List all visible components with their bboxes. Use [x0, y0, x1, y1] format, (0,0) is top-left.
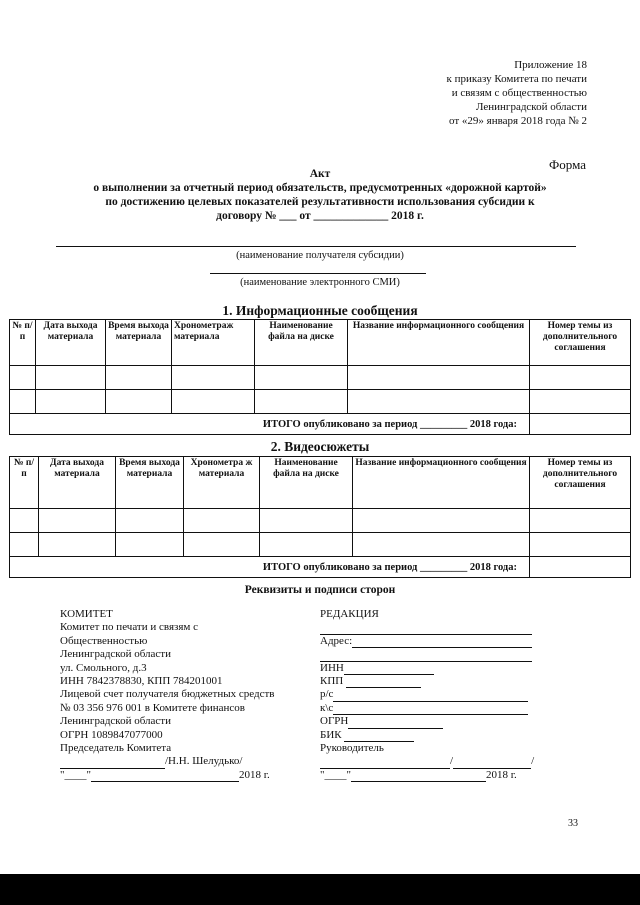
table-cell[interactable]: [36, 390, 106, 414]
table-cell[interactable]: [106, 366, 172, 390]
form-label: Форма: [549, 157, 586, 172]
recipient-line: [56, 246, 576, 247]
ogrn-row: [320, 715, 534, 728]
header-cell: № п/п: [10, 457, 39, 509]
media-caption: (наименование электронного СМИ): [240, 277, 400, 288]
header-cell: Хронометраж материала: [172, 320, 255, 366]
ks-label: к\с: [320, 701, 334, 714]
table-cell[interactable]: [255, 390, 348, 414]
table-total-row: [10, 557, 631, 578]
table-cell[interactable]: [184, 509, 260, 533]
signatory-name-field[interactable]: [453, 757, 531, 769]
date-day: "____": [60, 768, 91, 781]
inn-label: ИНН: [320, 661, 344, 674]
title-line: по достижению целевых показателей результативности использования субсидии к: [105, 196, 535, 208]
table-cell[interactable]: [10, 366, 36, 390]
ogrn-field[interactable]: [348, 717, 443, 729]
head-label: Руководитель: [320, 742, 384, 755]
table-cell[interactable]: [260, 533, 353, 557]
signature-slash: /: [531, 755, 535, 768]
table-total-row: [10, 414, 631, 435]
table-cell[interactable]: [530, 366, 631, 390]
inn-row: [320, 662, 534, 675]
rs-label: р/с: [320, 688, 334, 701]
ogrn-label: ОГРН: [320, 715, 349, 728]
header-cell: № п/п: [10, 320, 36, 366]
table-header-row: [10, 320, 631, 366]
total-label: ИТОГО опубликовано за период _________ 2018 года:: [10, 557, 530, 578]
date-day: "____": [320, 768, 351, 781]
table-cell[interactable]: [530, 509, 631, 533]
committee-line: ОГРН 1089847077000: [60, 728, 163, 741]
committee-date-row: [60, 769, 274, 782]
document-title: [60, 167, 580, 223]
header-cell: Наименование файла на диске: [260, 457, 353, 509]
header-cell: Время выхода материала: [106, 320, 172, 366]
total-cell[interactable]: [530, 557, 631, 578]
kpp-label: КПП: [320, 675, 344, 688]
committee-line: ИНН 7842378830, КПП 784201001: [60, 675, 223, 688]
header-cell: Хронометра ж материала: [184, 457, 260, 509]
inn-field[interactable]: [344, 663, 434, 675]
address-label: Адрес:: [320, 634, 353, 647]
table-cell[interactable]: [184, 533, 260, 557]
committee-line: № 03 356 976 001 в Комитете финансов: [60, 701, 245, 714]
scan-footer-bar: [0, 874, 640, 905]
requisites-title: Реквизиты и подписи сторон: [244, 584, 396, 596]
kpp-row: [320, 675, 534, 688]
rs-row: [320, 688, 534, 701]
header-cell: Номер темы из дополнительного соглашения: [530, 457, 631, 509]
address-field[interactable]: [352, 636, 532, 648]
appendix-line: от «29» января 2018 года № 2: [449, 115, 587, 127]
ks-row: [320, 702, 534, 715]
appendix-line: Ленинградской области: [476, 101, 587, 113]
table-cell[interactable]: [530, 390, 631, 414]
table-cell[interactable]: [172, 390, 255, 414]
header-cell: Дата выхода материала: [36, 320, 106, 366]
table-cell[interactable]: [39, 509, 116, 533]
bik-field[interactable]: [344, 730, 414, 742]
table-cell[interactable]: [348, 366, 530, 390]
total-cell[interactable]: [530, 414, 631, 435]
title-line: о выполнении за отчетный период обязательств, предусмотренных «дорожной картой»: [93, 182, 547, 194]
media-line: [210, 273, 426, 274]
section1-table: [9, 319, 631, 435]
appendix-block: [447, 58, 587, 128]
table-row: [10, 366, 631, 390]
table-cell[interactable]: [530, 533, 631, 557]
header-cell: Название информационного сообщения: [353, 457, 530, 509]
committee-signature-row: [60, 755, 274, 768]
committee-line: Общественностью: [60, 634, 148, 647]
committee-line: Председатель Комитета: [60, 742, 172, 755]
appendix-line: Приложение 18: [514, 59, 587, 71]
editorial-heading: РЕДАКЦИЯ: [320, 608, 379, 620]
table-cell[interactable]: [10, 509, 39, 533]
kpp-field[interactable]: [346, 676, 421, 688]
committee-line: ул. Смольного, д.3: [60, 661, 147, 674]
blank-row: [320, 648, 534, 661]
date-field[interactable]: [91, 770, 239, 782]
table-cell[interactable]: [255, 366, 348, 390]
table-cell[interactable]: [348, 390, 530, 414]
committee-line: Лицевой счет получателя бюджетных средств: [60, 688, 275, 701]
section2-title: 2. Видеосюжеты: [270, 439, 370, 454]
committee-column: [60, 608, 274, 782]
header-cell: Номер темы из дополнительного соглашения: [530, 320, 631, 366]
table-cell[interactable]: [106, 390, 172, 414]
committee-line: Ленинградской области: [60, 715, 171, 728]
bik-row: [320, 729, 534, 742]
total-label: ИТОГО опубликовано за период _________ 2018 года:: [10, 414, 530, 435]
rs-field[interactable]: [333, 690, 528, 702]
table-cell[interactable]: [172, 366, 255, 390]
appendix-line: и связям с общественностью: [451, 87, 587, 99]
appendix-line: к приказу Комитета по печати: [446, 73, 587, 85]
table-cell[interactable]: [39, 533, 116, 557]
table-row: [10, 390, 631, 414]
section2-table: [9, 456, 631, 578]
committee-line: Комитет по печати и связям с: [60, 621, 199, 634]
blank-row: [320, 621, 534, 634]
table-row: [10, 509, 631, 533]
editorial-signature-row: [320, 755, 534, 768]
editorial-date-row: [320, 769, 534, 782]
address-field-2[interactable]: [320, 650, 532, 662]
signature-field[interactable]: [320, 757, 450, 769]
section1-title: 1. Информационные сообщения: [222, 303, 418, 318]
header-cell: Название информационного сообщения: [348, 320, 530, 366]
title-line: Акт: [309, 168, 331, 180]
header-cell: Время выхода материала: [116, 457, 184, 509]
table-cell[interactable]: [116, 533, 184, 557]
date-field[interactable]: [351, 770, 486, 782]
page-number: 33: [568, 818, 578, 829]
title-line: договору № ___ от _____________ 2018 г.: [216, 210, 424, 222]
signature-slash: /: [450, 755, 454, 768]
table-cell[interactable]: [116, 509, 184, 533]
address-row: [320, 635, 534, 648]
table-cell[interactable]: [353, 533, 530, 557]
table-cell[interactable]: [10, 533, 39, 557]
committee-line: Ленинградской области: [60, 648, 171, 661]
table-row: [10, 533, 631, 557]
table-cell[interactable]: [353, 509, 530, 533]
table-header-row: [10, 457, 631, 509]
header-cell: Дата выхода материала: [39, 457, 116, 509]
signatory-name: /Н.Н. Шелудько/: [165, 755, 243, 768]
bik-label: БИК: [320, 728, 342, 741]
name-field[interactable]: [320, 623, 532, 635]
signature-field[interactable]: [60, 757, 165, 769]
recipient-caption: (наименование получателя субсидии): [236, 250, 404, 261]
table-cell[interactable]: [260, 509, 353, 533]
ks-field[interactable]: [333, 703, 528, 715]
header-cell: Наименование файла на диске: [255, 320, 348, 366]
date-year: 2018 г.: [238, 768, 270, 781]
committee-heading: КОМИТЕТ: [60, 608, 113, 620]
table-cell[interactable]: [36, 366, 106, 390]
editorial-column: [320, 608, 534, 782]
table-cell[interactable]: [10, 390, 36, 414]
date-year: 2018 г.: [485, 768, 517, 781]
